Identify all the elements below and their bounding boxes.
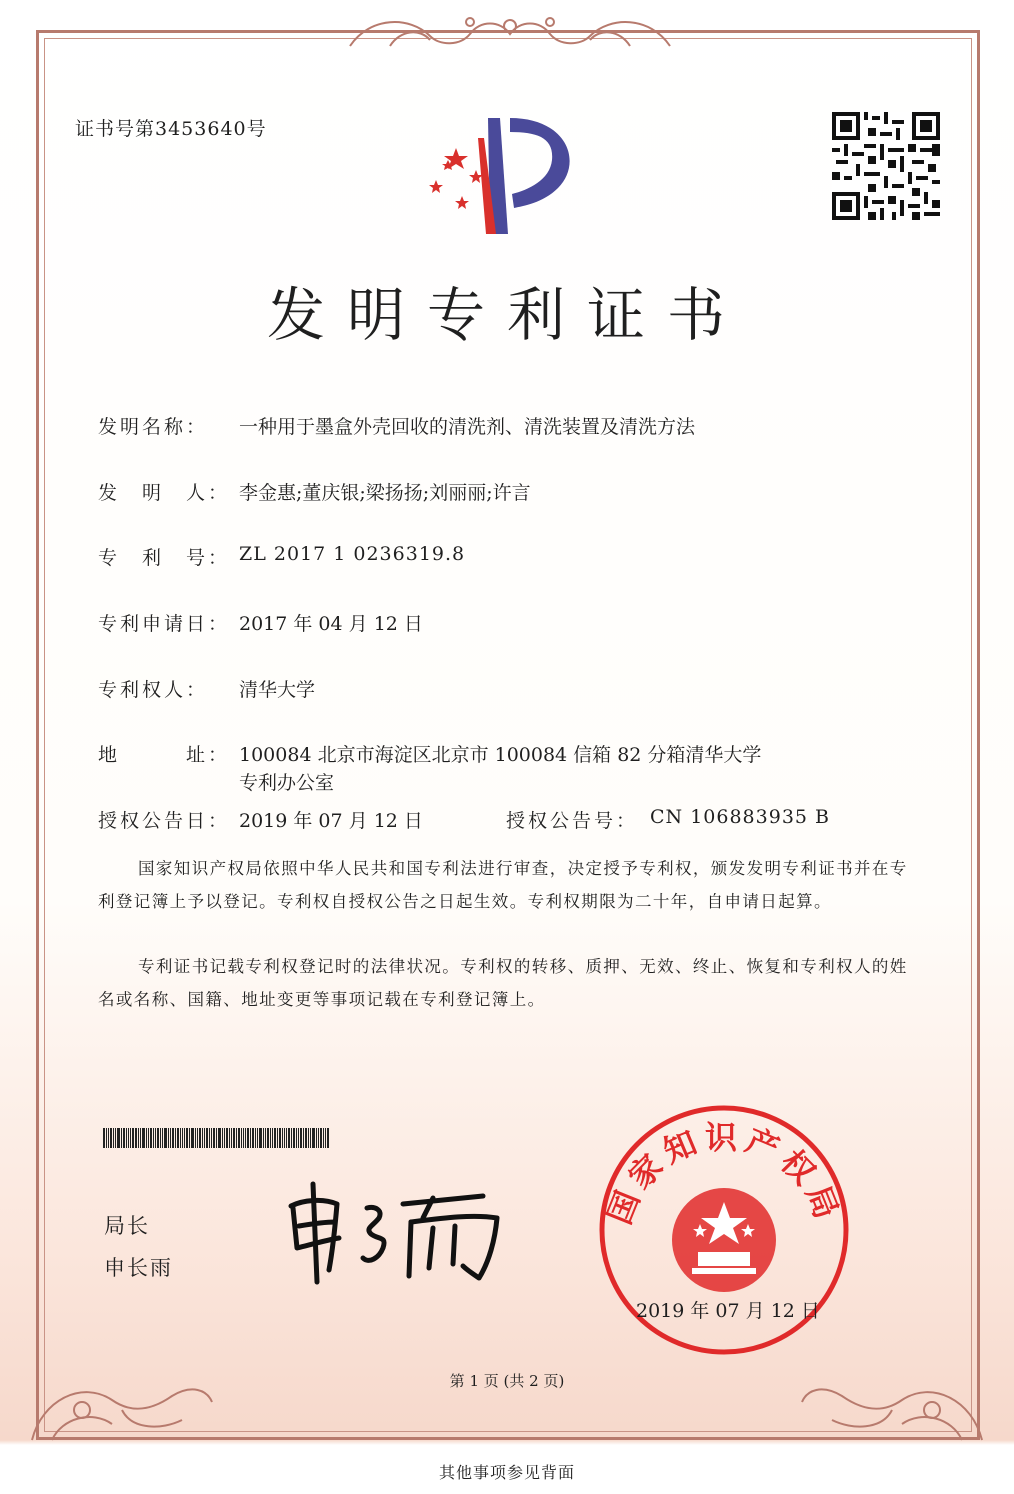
barcode-bar [270, 1128, 271, 1148]
barcode-bar [157, 1128, 159, 1148]
address-value-line1: 100084 北京市海淀区北京市 100084 信箱 82 分箱清华大学 [239, 744, 762, 766]
barcode-bar [318, 1128, 319, 1148]
barcode-bar [172, 1128, 174, 1148]
barcode-bar [182, 1128, 183, 1148]
barcode-bar [241, 1128, 242, 1148]
barcode-bar [202, 1128, 203, 1148]
bottom-left-ornament [22, 1340, 222, 1450]
barcode-bar [209, 1128, 210, 1148]
barcode-bar [123, 1128, 125, 1148]
barcode-bar [103, 1128, 105, 1148]
barcode-bar [284, 1128, 285, 1148]
top-ornament [330, 6, 690, 62]
paragraph-2: 专利证书记载专利权登记时的法律状况。专利权的转移、质押、无效、终止、恢复和专利权人的姓名或名称、国籍、地址变更等事项记载在专利登记簿上。 [98, 957, 908, 1009]
barcode-bar [286, 1128, 287, 1148]
barcode-bar [300, 1128, 302, 1148]
barcode-bar [164, 1128, 167, 1148]
barcode-bar [259, 1128, 262, 1148]
barcode-bar [168, 1128, 169, 1148]
patent-number-value: ZL 2017 1 0236319.8 [239, 543, 466, 565]
seal-date: 2019 年 07 月 12 日 [636, 1300, 820, 1322]
barcode-bar [263, 1128, 264, 1148]
barcode-bar [265, 1128, 266, 1148]
barcode-bar [128, 1128, 129, 1148]
barcode-bar [135, 1128, 137, 1148]
filing-date-label: 专利申请日： [98, 613, 231, 635]
barcode-bar [252, 1128, 254, 1148]
invention-name-label: 发明名称： [98, 416, 209, 438]
grant-number-label: 授权公告号： [506, 810, 639, 832]
barcode-bar [282, 1128, 283, 1148]
barcode-bar [138, 1128, 139, 1148]
barcode-bar [327, 1128, 329, 1148]
barcode-bar [216, 1128, 217, 1148]
grant-number-value: CN 106883935 B [650, 806, 830, 828]
barcode-bar [288, 1128, 290, 1148]
barcode-bar [160, 1128, 161, 1148]
barcode-bar [121, 1128, 122, 1148]
barcode-bar [247, 1128, 249, 1148]
barcode-bar [175, 1128, 176, 1148]
barcode-bar [320, 1128, 322, 1148]
patentee-value: 清华大学 [239, 679, 316, 701]
barcode-bar [204, 1128, 205, 1148]
barcode-bar [206, 1128, 208, 1148]
barcode-bar [238, 1128, 240, 1148]
barcode-bar [110, 1128, 112, 1148]
barcode-bar [250, 1128, 251, 1148]
signatory-title: 局长 [104, 1214, 150, 1238]
patent-office-logo [418, 108, 598, 238]
barcode-bar [267, 1128, 269, 1148]
barcode-bar [274, 1128, 276, 1148]
barcode-bar [257, 1128, 258, 1148]
barcode-bar [132, 1128, 134, 1148]
barcode-bar [130, 1128, 131, 1148]
barcode-bar [197, 1128, 198, 1148]
barcode-bar [153, 1128, 154, 1148]
barcode-bar [113, 1128, 114, 1148]
footer-note: 其他事项参见背面 [438, 1463, 575, 1482]
barcode [103, 1128, 379, 1148]
handwritten-signature [283, 1178, 513, 1288]
barcode-bar [236, 1128, 237, 1148]
barcode-bar [146, 1128, 147, 1148]
certificate-number: 证书号第3453640号 [75, 118, 267, 140]
barcode-bar [303, 1128, 304, 1148]
barcode-bar [323, 1128, 324, 1148]
barcode-bar [325, 1128, 326, 1148]
grant-date-value: 2019 年 07 月 12 日 [239, 810, 423, 832]
barcode-bar [148, 1128, 149, 1148]
grant-date-label: 授权公告日： [98, 810, 231, 832]
barcode-bar [233, 1128, 235, 1148]
barcode-bar [291, 1128, 292, 1148]
barcode-bar [115, 1128, 116, 1148]
barcode-bar [140, 1128, 141, 1148]
barcode-bar [231, 1128, 232, 1148]
barcode-bar [108, 1128, 109, 1148]
barcode-bar [180, 1128, 181, 1148]
barcode-bar [155, 1128, 156, 1148]
barcode-bar [279, 1128, 281, 1148]
barcode-bar [312, 1128, 315, 1148]
patent-number-label: 专 利 号： [98, 547, 231, 569]
barcode-bar [170, 1128, 171, 1148]
barcode-bar [296, 1128, 297, 1148]
barcode-bar [272, 1128, 273, 1148]
barcode-bar [298, 1128, 299, 1148]
barcode-bar [106, 1128, 107, 1148]
barcode-bar [226, 1128, 228, 1148]
barcode-bar [305, 1128, 307, 1148]
barcode-bar [222, 1128, 223, 1148]
barcode-bar [177, 1128, 179, 1148]
patentee-label: 专利权人： [98, 679, 209, 701]
barcode-bar [316, 1128, 317, 1148]
barcode-bar [142, 1128, 145, 1148]
barcode-bar [186, 1128, 188, 1148]
barcode-bar [150, 1128, 152, 1148]
seal-text: 国家知识产权局 [599, 1118, 849, 1230]
barcode-bar [117, 1128, 120, 1148]
paragraph-1: 国家知识产权局依照中华人民共和国专利法进行审查，决定授予专利权，颁发发明专利证书并在专利登记簿上予以登记。专利权自授权公告之日起生效。专利权期限为二十年，自申请日起算。 [98, 859, 908, 911]
document-title: 发明专利证书 [266, 281, 747, 349]
barcode-bar [310, 1128, 311, 1148]
barcode-bar [195, 1128, 196, 1148]
barcode-bar [162, 1128, 163, 1148]
inventors-value: 李金惠;董庆银;梁扬扬;刘丽丽;许言 [239, 482, 531, 504]
barcode-bar [229, 1128, 230, 1148]
barcode-bar [191, 1128, 194, 1148]
barcode-bar [245, 1128, 246, 1148]
barcode-bar [277, 1128, 278, 1148]
barcode-bar [213, 1128, 215, 1148]
barcode-bar [126, 1128, 127, 1148]
filing-date-value: 2017 年 04 月 12 日 [239, 613, 423, 635]
page-number: 第 1 页 (共 2 页) [449, 1372, 565, 1390]
barcode-bar [199, 1128, 201, 1148]
barcode-bar [308, 1128, 309, 1148]
barcode-bar [218, 1128, 221, 1148]
address-label: 地 址： [98, 744, 231, 766]
barcode-bar [224, 1128, 225, 1148]
barcode-bar [255, 1128, 256, 1148]
address-value-line2: 专利办公室 [239, 772, 335, 794]
barcode-bar [189, 1128, 190, 1148]
qr-code [832, 112, 940, 220]
signatory-name: 申长雨 [104, 1256, 173, 1280]
inventors-label: 发 明 人： [98, 482, 231, 504]
invention-name-value: 一种用于墨盒外壳回收的清洗剂、清洗装置及清洗方法 [239, 416, 696, 438]
barcode-bar [243, 1128, 244, 1148]
barcode-bar [211, 1128, 212, 1148]
barcode-bar [293, 1128, 295, 1148]
barcode-bar [184, 1128, 185, 1148]
